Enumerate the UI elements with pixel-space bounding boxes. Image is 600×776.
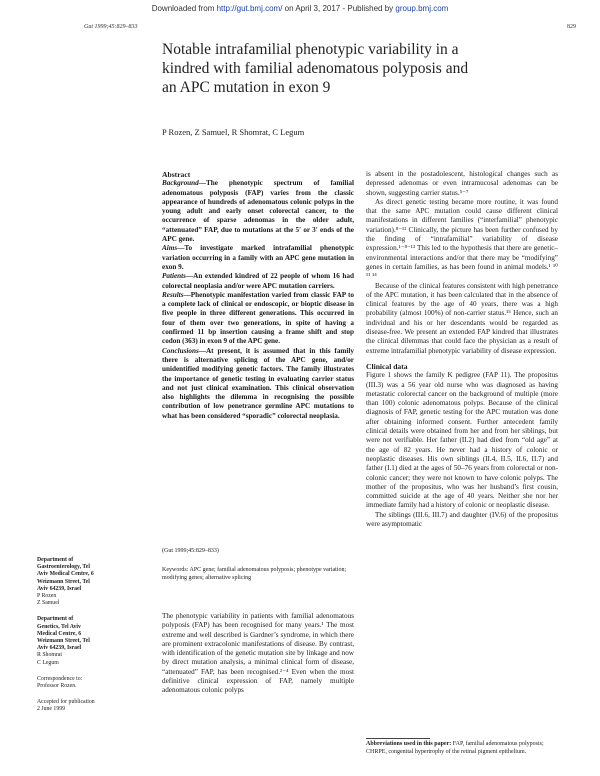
affil-line: Medical Centre, 6	[37, 630, 82, 637]
results-label: Results	[162, 290, 184, 299]
affil-line: 2 June 1999	[37, 706, 66, 713]
page-number: 829	[567, 24, 576, 30]
affil-line: Correspondence to:	[37, 675, 83, 682]
affil-line: Gastroenterology, Tel	[37, 564, 90, 571]
abbreviations-label: Abbreviations used in this paper:	[366, 741, 452, 747]
right-column	[366, 170, 558, 529]
citation: (Gut 1999;45:829–833)	[162, 548, 219, 554]
affil-line: Accepted for publication	[37, 699, 95, 706]
affil-line: Genetics, Tel Aviv	[37, 623, 81, 630]
conclusions-text: —At present, it is assumed that in this family there is alternative splicing of the APC gene, and/or unidentified modifying genetic factors. The family illustrates the importance of genetic testing in evaluating carrier status and not just clinical examination. This clinical observation also highlights the dilemma in recognising the possible contribution of low penetrance germline APC mutations to what has been considered “sporadic” colorectal neoplasia.	[162, 346, 354, 420]
affil-line: Weizmann Street, Tel	[37, 578, 90, 585]
download-middle: on April 3, 2017 - Published by	[282, 4, 396, 13]
paragraph-5: The siblings (III.6, III.7) and daughter (IV.6) of the propositus were asymptomatic	[366, 510, 558, 528]
paragraph-2: As direct genetic testing became more routine, it was found that the same APC mutation could cause different clinical manifestations in different families (“interfamilial” phenotypic variation).⁸⁻¹² Clinically, the picture has been further confused by the finding of “intrafamilial” variability of disease expression.¹⁻⁸⁻¹³ This led to the hypothesis that there are genetic–environmental interactions and/or that there may be “modifying” genes in certain families, as has been found in animal models.¹ ¹⁰ ¹¹ ¹⁴	[366, 197, 558, 281]
affil-line: Aviv 64239, Israel	[37, 585, 82, 592]
download-prefix: Downloaded from	[151, 4, 217, 13]
affil-line: Department of	[37, 557, 74, 563]
abstract	[162, 170, 354, 421]
affil-author: R Shomrat	[37, 652, 62, 659]
authors: P Rozen, Z Samuel, R Shomrat, C Legum	[162, 127, 305, 137]
paragraph-3: Because of the clinical features consistent with high penetrance of the APC mutation, it has been calculated that in the absence of clinical features by the age of 40 years, there was a high probability (almost 100%) of non-carrier status.¹⁵ Hence, such an individual and his or her descendants would be regarded as disease-free. We present an extended FAP kindred that illustrates the clinical dilemmas that could face the physician as a result of extreme intrafamilial phenotypic variability of disease expression.	[366, 281, 558, 355]
intro-paragraph	[162, 612, 354, 696]
paragraph-1: is absent in the postadolescent, histological changes such as depressed adenomas or even intramucosal adenomas can be shown, suggesting carrier status.⁵⁻⁷	[366, 170, 558, 197]
conclusions-label: Conclusions	[162, 346, 199, 355]
title-line-2: kindred with familial adenomatous polyposis and	[162, 60, 469, 77]
affiliation-gastro	[37, 557, 157, 607]
journal-link[interactable]: http://gut.bmj.com/	[216, 4, 283, 13]
affil-line: Aviv Medical Centre, 6	[37, 571, 94, 578]
accepted-date	[37, 699, 157, 713]
affiliation-genetics	[37, 616, 157, 666]
affil-line: Professor Rozen.	[37, 683, 77, 690]
affil-line: Aviv 64239, Israel	[37, 645, 82, 652]
keywords: Keywords: APC gene; familial adenomatous polyposis; phenotype variation; modifying genes; alternative splicing	[162, 567, 347, 581]
abstract-heading: Abstract	[162, 170, 191, 179]
intro-text: The phenotypic variability in patients with familial adenomatous polyposis (FAP) has been recognised for many years.¹ The most extreme and well described is Gardner’s syndrome, in which there are prominent extracolonic manifestations of disease. By contrast, with identification of the genetic mutation site by linkage and now by direct mutation analysis, a minimal clinical form of disease, “attenuated” FAP, has been recognised.²⁻⁴ Even when the most definitive clinical expression of FAP, namely multiple adenomatous colonic polyps	[162, 612, 354, 695]
paragraph-4: Figure 1 shows the family K pedigree (FAP 11). The propositus (III.3) was a 56 year old nurse who was diagnosed as having metastatic colorectal cancer on the background of multiple (more than 100) colonic adenomatous polyps. Because of the clinical diagnosis of FAP, genetic testing for the APC mutation was done after obtaining informed consent. Further antecedent family clinical details were obtained from her and from her siblings, but were not verifiable. Her father (II.2) had died from “old age” at the age of 82 years. He never had a history of colonic or neoplastic diseases. His own siblings (II.4, II.5, II.6, II.7) and father (I.1) died at the ages of 50–76 years from colorectal or non-colonic cancer; they were not known to have colonic polyps. The mother of the propositus, who was her husband’s first cousin, committed suicide at the age of 40 years. Neither she nor her immediate family had a history of colonic or neoplastic disease.	[366, 371, 558, 510]
affil-author: Z Samuel	[37, 600, 60, 607]
abbreviations-footnote	[366, 741, 558, 756]
patients-text: —An extended kindred of 22 people of whom 16 had colorectal neoplasia and/or were APC mutation carriers.	[162, 272, 354, 290]
clinical-data-heading: Clinical data	[366, 361, 408, 371]
title-line-3: an APC mutation in exon 9	[162, 79, 331, 96]
title-line-1: Notable intrafamilial phenotypic variability in a	[162, 41, 459, 58]
affil-author: C Legum	[37, 659, 59, 666]
background-text: —The phenotypic spectrum of familial adenomatous polyposis (FAP) varies from the classic appearance of hundreds of adenomatous colonic polyps in the young adult and early onset colorectal cancer, to the occurrence of sparse adenomas in the older adult, “attenuated” FAP, due to mutations at the 5′ or 3′ ends of the APC gene.	[162, 179, 354, 244]
correspondence	[37, 676, 157, 690]
footnote-rule	[366, 738, 430, 739]
download-banner	[0, 4, 600, 13]
results-text: —Phenotypic manifestation varied from classic FAP to a complete lack of clinical or endoscopic, or bioptic disease in five people in three different generations. This occurred in four of them over two generations, in spite of having a confirmed 11 bp insertion causing a frame shift and stop codon (363) in exon 9 of the APC gene.	[162, 290, 354, 346]
abbreviations-text: FAP, familial adenomatous polyposis; CHRPE, congenital hypertrophy of the retinal pigment epithelium.	[366, 741, 544, 755]
running-head: Gut 1999;45:829–833	[84, 24, 138, 30]
affil-line: Weizmann Street, Tel	[37, 638, 90, 645]
patients-label: Patients	[162, 272, 186, 281]
affil-author: P Rozen	[37, 593, 57, 600]
paper-title	[162, 40, 552, 97]
background-label: Background	[162, 179, 199, 188]
publisher-link[interactable]: group.bmj.com	[395, 4, 449, 13]
affil-line: Department of	[37, 616, 74, 623]
aims-text: —To investigate marked intrafamilial phenotypic variation occurring in a family with an APC gene mutation in exon 9.	[162, 244, 354, 271]
affiliations	[37, 557, 157, 723]
aims-label: Aims	[162, 244, 178, 253]
